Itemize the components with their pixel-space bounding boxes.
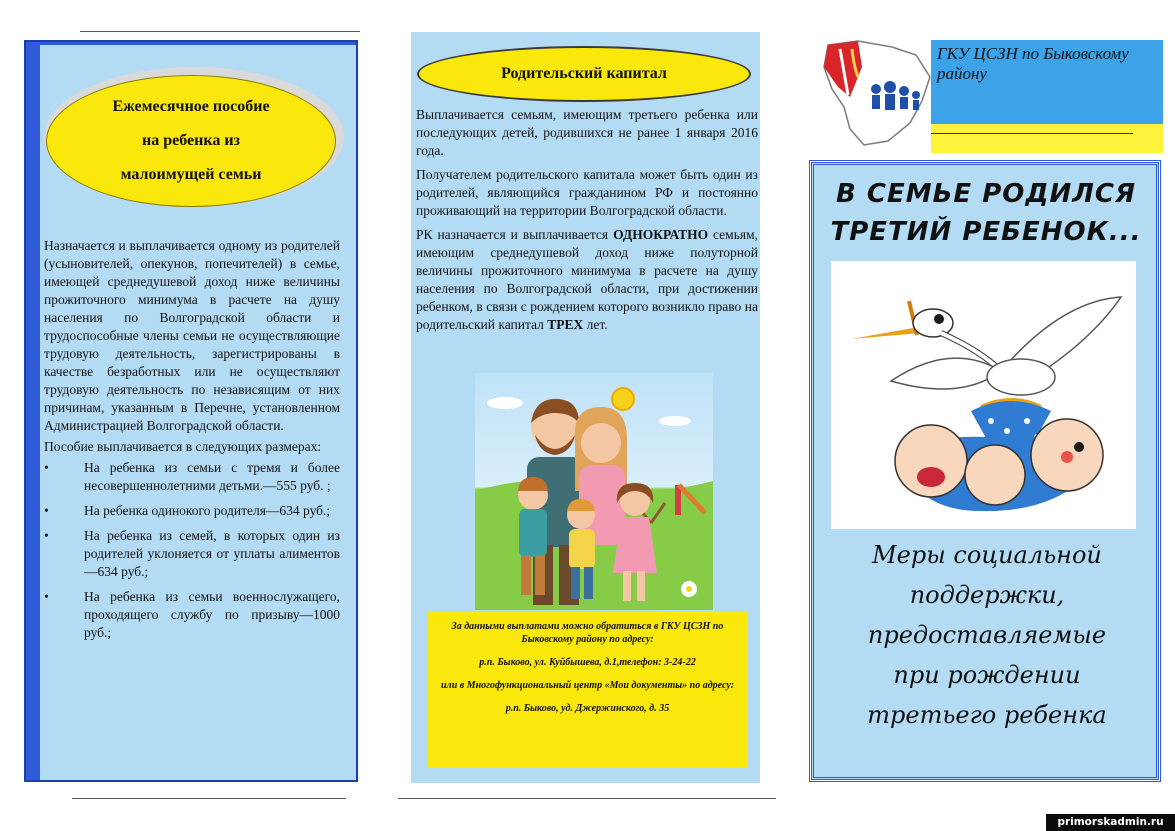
payment-emphasis-once: ОДНОКРАТНО <box>613 227 709 242</box>
monthly-allowance-panel <box>24 40 358 782</box>
parental-capital-title <box>417 46 751 102</box>
paragraph-payment <box>416 226 758 334</box>
eligibility-paragraph: Назначается и выплачивается одному из родителей (усыновителей, опекунов, попечителей) в семье, имеющей среднедушевой доход ниже величины прожиточного минимума в расчете на душу населения по Волгоградской области и трудоспособные члены семьи не осуществляющие трудовую деятельность, зарегистрированы в качестве безработных или не осуществляют трудовую деятельность по независящим от них причинам, указанным в Перечне, установленном Администрацией Волгоградской области. <box>44 238 340 433</box>
contact-address-2: р.п. Быково, уд. Джержинского, д. 35 <box>505 703 670 714</box>
volgograd-region-logo-icon <box>814 37 934 149</box>
amounts-intro: Пособие выплачивается в следующих размерах: <box>44 439 322 454</box>
bullet: • <box>44 460 49 475</box>
brochure-subtitle <box>824 535 1150 735</box>
payment-emphasis-three: ТРЕХ <box>547 317 584 332</box>
subtitle-line-1: Меры социальной <box>872 541 1102 569</box>
list-item-text: На ребенка из семьи с тремя и более несовершеннолетними детьми.—555 руб. ; <box>84 460 340 493</box>
list-item <box>44 527 340 581</box>
subtitle-line-2: поддержки, <box>909 581 1065 609</box>
monthly-allowance-text <box>44 237 340 649</box>
contact-address-1: р.п. Быково, ул. Куйбышева, д.1,телефон: 3-24-22 <box>479 657 696 668</box>
contact-mfc-intro: или в Многофункциональный центр «Мои документы» по адресу: <box>441 680 734 691</box>
payment-text-e: лет. <box>583 317 608 332</box>
divider-bottom-left <box>72 798 346 799</box>
list-item <box>44 502 340 520</box>
monthly-allowance-panel-inner <box>40 45 356 780</box>
organization-logo <box>814 37 934 149</box>
contact-intro: За данными выплатами можно обратиться в ГКУ ЦСЗН по Быковскому району по адресу: <box>451 621 724 645</box>
family-illustration <box>475 373 713 610</box>
subtitle-line-5: третьего ребенка <box>867 701 1107 729</box>
contact-info-box <box>427 612 748 768</box>
payment-text-a: РК назначается и выплачивается <box>416 227 614 242</box>
list-item-text: На ребенка из семей, в которых один из родителей уклоняется от уплаты алиментов—634 руб.; <box>84 528 340 579</box>
cover-panel <box>811 162 1159 780</box>
title-line-3: малоимущей семьи <box>120 166 262 183</box>
payment-text-c: семьям, имеющим среднедушевой доход ниже полуторной величины прожиточного минимума в расчете на душу населения по Волгоградской области, при достижении ребенком, в связи с рождением которого возникло право на родительский капитал <box>416 227 758 332</box>
site-watermark: primorskadmin.ru <box>1046 814 1175 831</box>
org-name-yellow-band <box>931 124 1163 153</box>
paragraph-eligibility: Выплачивается семьям, имеющим третьего ребенка или последующих детей, родившихся не ранее 1 января 2016 года. <box>416 107 758 158</box>
parental-capital-title-text: Родительский капитал <box>501 65 667 82</box>
bullet: • <box>44 589 49 604</box>
brochure-headline <box>822 175 1150 251</box>
list-item <box>44 459 340 495</box>
subtitle-line-3: предоставляемые <box>867 621 1107 649</box>
org-underline <box>931 133 1133 134</box>
title-line-1: Ежемесячное пособие <box>112 98 270 115</box>
divider-top-left <box>80 31 360 32</box>
bullet: • <box>44 528 49 543</box>
organization-name: ГКУ ЦСЗН по Быковскому району <box>931 40 1163 124</box>
bullet: • <box>44 503 49 518</box>
headline-line-1: В СЕМЬЕ РОДИЛСЯ <box>836 179 1136 209</box>
headline-line-2: ТРЕТИЙ РЕБЕНОК... <box>830 217 1142 247</box>
paragraph-recipient: Получателем родительского капитала может быть один из родителей, являющийся гражданином РФ и постоянно проживающий на территории Волгоградской области. <box>416 167 758 218</box>
parental-capital-text <box>416 106 758 340</box>
divider-bottom-middle <box>398 798 776 799</box>
amounts-list <box>44 459 340 642</box>
family-illustration-image <box>475 373 713 610</box>
parental-capital-panel <box>411 32 760 783</box>
stork-with-babies-illustration <box>831 261 1136 529</box>
list-item-text: На ребенка одинокого родителя—634 руб.; <box>84 503 331 518</box>
list-item-text: На ребенка из семьи военнослужащего, проходящего службу по призыву—1000 руб.; <box>84 589 340 640</box>
stork-illustration-image <box>831 261 1136 529</box>
subtitle-line-4: при рождении <box>893 661 1081 689</box>
title-line-2: на ребенка из <box>142 132 240 149</box>
monthly-allowance-title <box>46 75 336 207</box>
list-item <box>44 588 340 642</box>
